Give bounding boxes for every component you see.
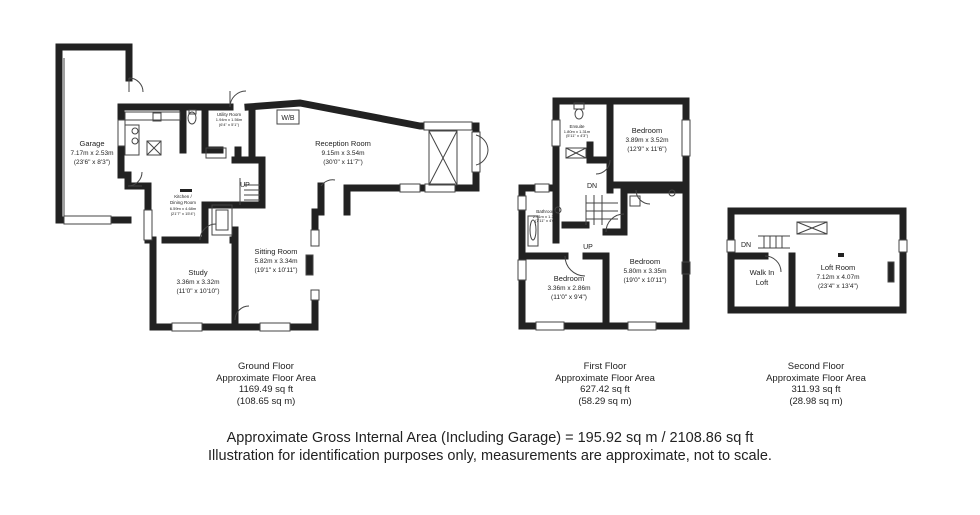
garage-imperial: (23'6" x 8'3") — [73, 159, 111, 166]
bedroom1-imperial: (12'9" x 11'6") — [627, 146, 667, 153]
ensuite-imperial: (5'11" x 4'3") — [565, 133, 589, 138]
ground-floor-windows — [118, 120, 480, 331]
second-floor-sqm: (28.98 sq m) — [789, 395, 843, 407]
garage-label: Garage — [79, 139, 105, 148]
second-floor-plan — [727, 211, 907, 310]
second-floor-sqft: 311.93 sq ft — [791, 384, 841, 395]
garage-walls — [59, 47, 143, 224]
bedroom2-imperial: (19'0" x 10'11") — [623, 277, 667, 284]
first-floor-sqft: 627.42 sq ft — [580, 384, 630, 395]
study-metric: 3.36m x 3.32m — [176, 279, 220, 286]
utility-room-imperial: (6'4" x 5'1") — [218, 122, 240, 127]
ground-floor-subtitle: Approximate Floor Area — [216, 372, 316, 384]
garage-metric: 7.17m x 2.53m — [70, 150, 114, 157]
sitting-room-imperial: (19'1" x 10'11") — [254, 267, 298, 274]
sitting-room-metric: 5.82m x 3.34m — [254, 258, 298, 265]
footer-area-line: Approximate Gross Internal Area (Including Garage) = 195.92 sq m / 2108.86 sq ft — [226, 430, 754, 446]
study-label: Study — [188, 268, 208, 277]
second-floor-labels — [741, 242, 860, 290]
first-floor-caption — [535, 361, 675, 407]
ground-floor-plan — [59, 47, 488, 331]
second-dn-label: DN — [740, 242, 752, 249]
ground-up-label: UP — [240, 182, 250, 189]
wb-label: W/B — [281, 115, 295, 122]
kitchen-label: Kitchen / — [174, 194, 192, 199]
reception-room-metric: 9.15m x 3.54m — [321, 150, 365, 157]
kitchen-imperial: (21'7" x 15'4") — [170, 211, 196, 216]
loft-room-imperial: (23'4" x 13'4") — [818, 283, 858, 290]
bedroom2-metric: 5.80m x 3.35m — [623, 268, 667, 275]
first-dn-label: DN — [586, 183, 598, 190]
bathroom-imperial: (7'11" x 4'6") — [534, 218, 558, 223]
bedroom3-imperial: (11'0" x 9'4") — [551, 294, 587, 301]
bedroom2-label: Bedroom — [629, 257, 661, 266]
first-floor-sqm: (58.29 sq m) — [578, 395, 632, 407]
walk-in-label: Walk In — [749, 268, 775, 277]
kitchen-metric: 6.59m x 4.68m — [169, 206, 197, 211]
bedroom3-label: Bedroom — [553, 274, 585, 283]
ground-floor-sqm: (108.65 sq m) — [236, 395, 296, 407]
footer-disclaimer-line: Illustration for identification purposes only, measurements are approximate, not to scale. — [208, 448, 772, 464]
second-floor-title: Second Floor — [787, 361, 845, 372]
first-up-label: UP — [583, 244, 593, 251]
utility-room-label: Utility Room — [216, 112, 242, 117]
kitchen-label-2: Dining Room — [169, 200, 197, 205]
ground-floor-title: Ground Floor — [238, 361, 294, 372]
reception-room-imperial: (30'0" x 11'7") — [323, 159, 363, 166]
loft-room-metric: 7.12m x 4.07m — [816, 274, 860, 281]
first-floor-plan — [518, 101, 690, 330]
ensuite-label: Ensuite — [569, 124, 585, 129]
bathroom-label: Bathroom — [536, 209, 556, 214]
second-floor-subtitle: Approximate Floor Area — [766, 372, 866, 384]
loft-room-label: Loft Room — [820, 263, 856, 272]
first-floor-title: First Floor — [583, 361, 627, 372]
ground-floor-sqft: 1169.49 sq ft — [238, 384, 294, 395]
utility-room-metric: 1.94m x 1.56m — [215, 117, 243, 122]
study-imperial: (11'0" x 10'10") — [176, 288, 220, 295]
walk-in-label-2: Loft — [755, 278, 769, 287]
bedroom3-metric: 3.36m x 2.86m — [547, 285, 591, 292]
bedroom1-metric: 3.89m x 3.52m — [625, 137, 669, 144]
second-floor-caption — [746, 361, 886, 407]
bathroom-metric: 2.41m x 1.38m — [532, 214, 560, 219]
ground-floor-caption — [196, 361, 336, 407]
ensuite-metric: 1.80m x 1.31m — [563, 129, 591, 134]
sitting-room-label: Sitting Room — [254, 247, 298, 256]
bedroom1-label: Bedroom — [631, 126, 663, 135]
reception-room-label: Reception Room — [315, 139, 371, 148]
first-floor-subtitle: Approximate Floor Area — [555, 372, 655, 384]
